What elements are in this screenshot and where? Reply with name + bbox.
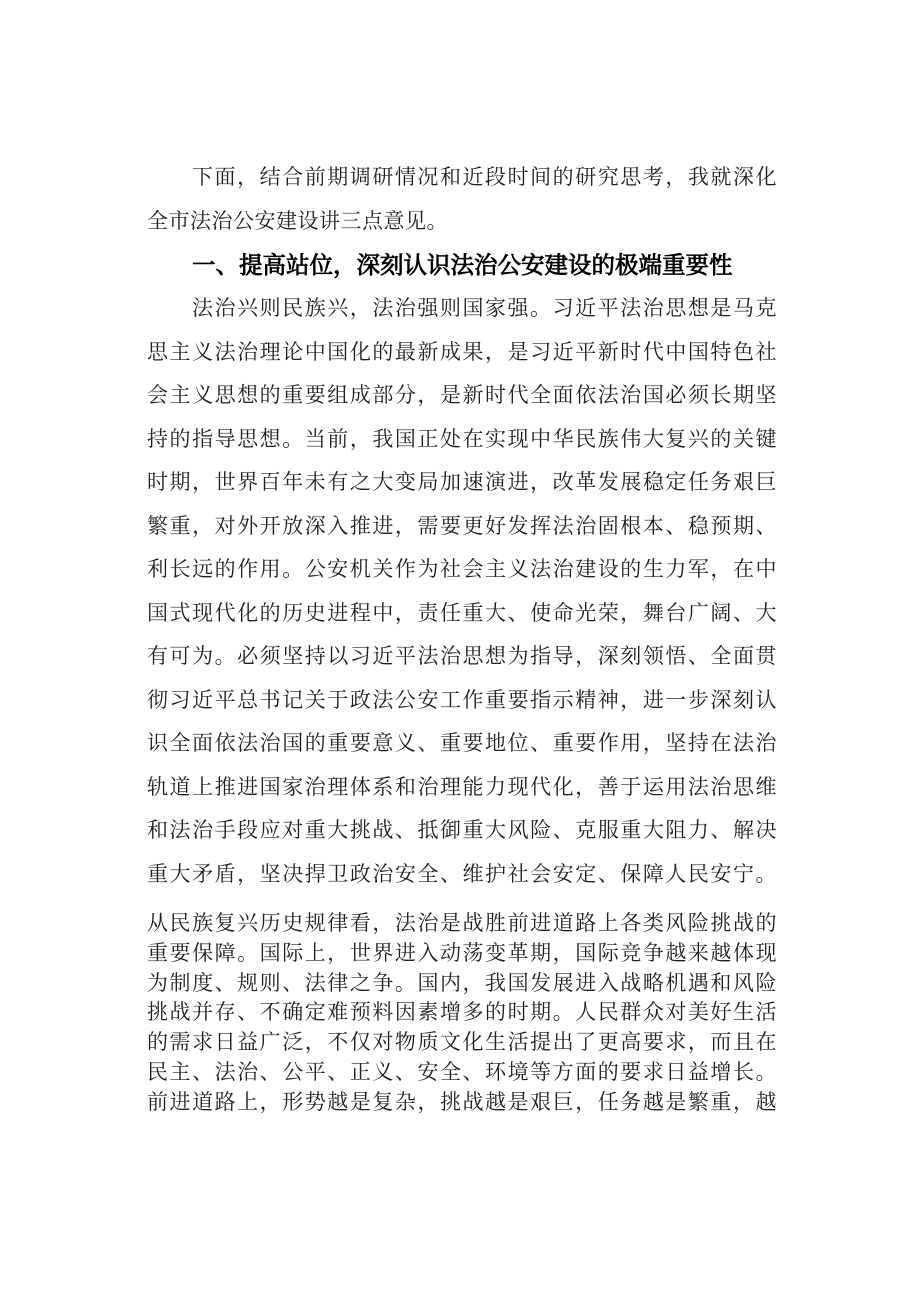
text-line: 会主义思想的重要组成部分，是新时代全面依法治国必须长期坚 bbox=[147, 383, 777, 407]
text-line: 轨道上推进国家治理体系和治理能力现代化，善于运用法治思维 bbox=[147, 774, 777, 799]
text-line: 重大矛盾，坚决捍卫政治安全、维护社会安定、保障人民安宁。 bbox=[147, 861, 777, 886]
text-line: 重要保障。国际上，世界进入动荡变革期，国际竞争越来越体现 bbox=[147, 940, 777, 965]
paragraph-main bbox=[147, 287, 777, 896]
text-line: 法治兴则民族兴，法治强则国家强。习近平法治思想是马克 bbox=[192, 296, 777, 320]
text-line: 持的指导思想。当前，我国正处在实现中华民族伟大复兴的关键 bbox=[147, 426, 777, 451]
text-line: 时期，世界百年未有之大变局加速演进，改革发展稳定任务艰巨 bbox=[147, 470, 777, 494]
text-line: 思主义法治理论中国化的最新成果，是习近平新时代中国特色社 bbox=[147, 339, 777, 364]
text-line: 和法治手段应对重大挑战、抵御重大风险、克服重大阻力、解决 bbox=[147, 818, 777, 842]
text-line: 彻习近平总书记关于政法公安工作重要指示精神，进一步深刻认 bbox=[147, 687, 777, 712]
text-line: 识全面依法治国的重要意义、重要地位、重要作用，坚持在法治 bbox=[147, 731, 777, 755]
text-line: 繁重，对外开放深入推进，需要更好发挥法治固根本、稳预期、 bbox=[147, 513, 777, 538]
text-line: 为制度、规则、法律之争。国内，我国发展进入战略机遇和风险 bbox=[147, 970, 777, 995]
text-line: 民主、法治、公平、正义、安全、环境等方面的要求日益增长。 bbox=[147, 1059, 777, 1084]
text-line: 下面，结合前期调研情况和近段时间的研究思考，我就深化 bbox=[192, 165, 777, 189]
paragraph-intro bbox=[147, 156, 777, 243]
text-line: 全市法治公安建设讲三点意见。 bbox=[147, 208, 448, 233]
text-line: 的需求日益广泛，不仅对物质文化生活提出了更高要求，而且在 bbox=[147, 1030, 777, 1055]
text-line: 前进道路上，形势越是复杂，挑战越是艰巨，任务越是繁重，越 bbox=[147, 1089, 777, 1114]
text-line: 利长远的作用。公安机关作为社会主义法治建设的生力军，在中 bbox=[147, 557, 777, 581]
text-line: 挑战并存、不确定难预料因素增多的时期。人民群众对美好生活 bbox=[147, 1000, 777, 1025]
text-line: 国式现代化的历史进程中，责任重大、使命光荣，舞台广阔、大 bbox=[147, 600, 777, 625]
text-line: 从民族复兴历史规律看，法治是战胜前进道路上各类风险挑战的 bbox=[147, 911, 777, 935]
section-heading: 一、提高站位，深刻认识法治公安建设的极端重要性 bbox=[192, 252, 733, 278]
paragraph-outlook bbox=[147, 909, 777, 1118]
text-line: 有可为。必须坚持以习近平法治思想为指导，深刻领悟、全面贯 bbox=[147, 644, 777, 668]
